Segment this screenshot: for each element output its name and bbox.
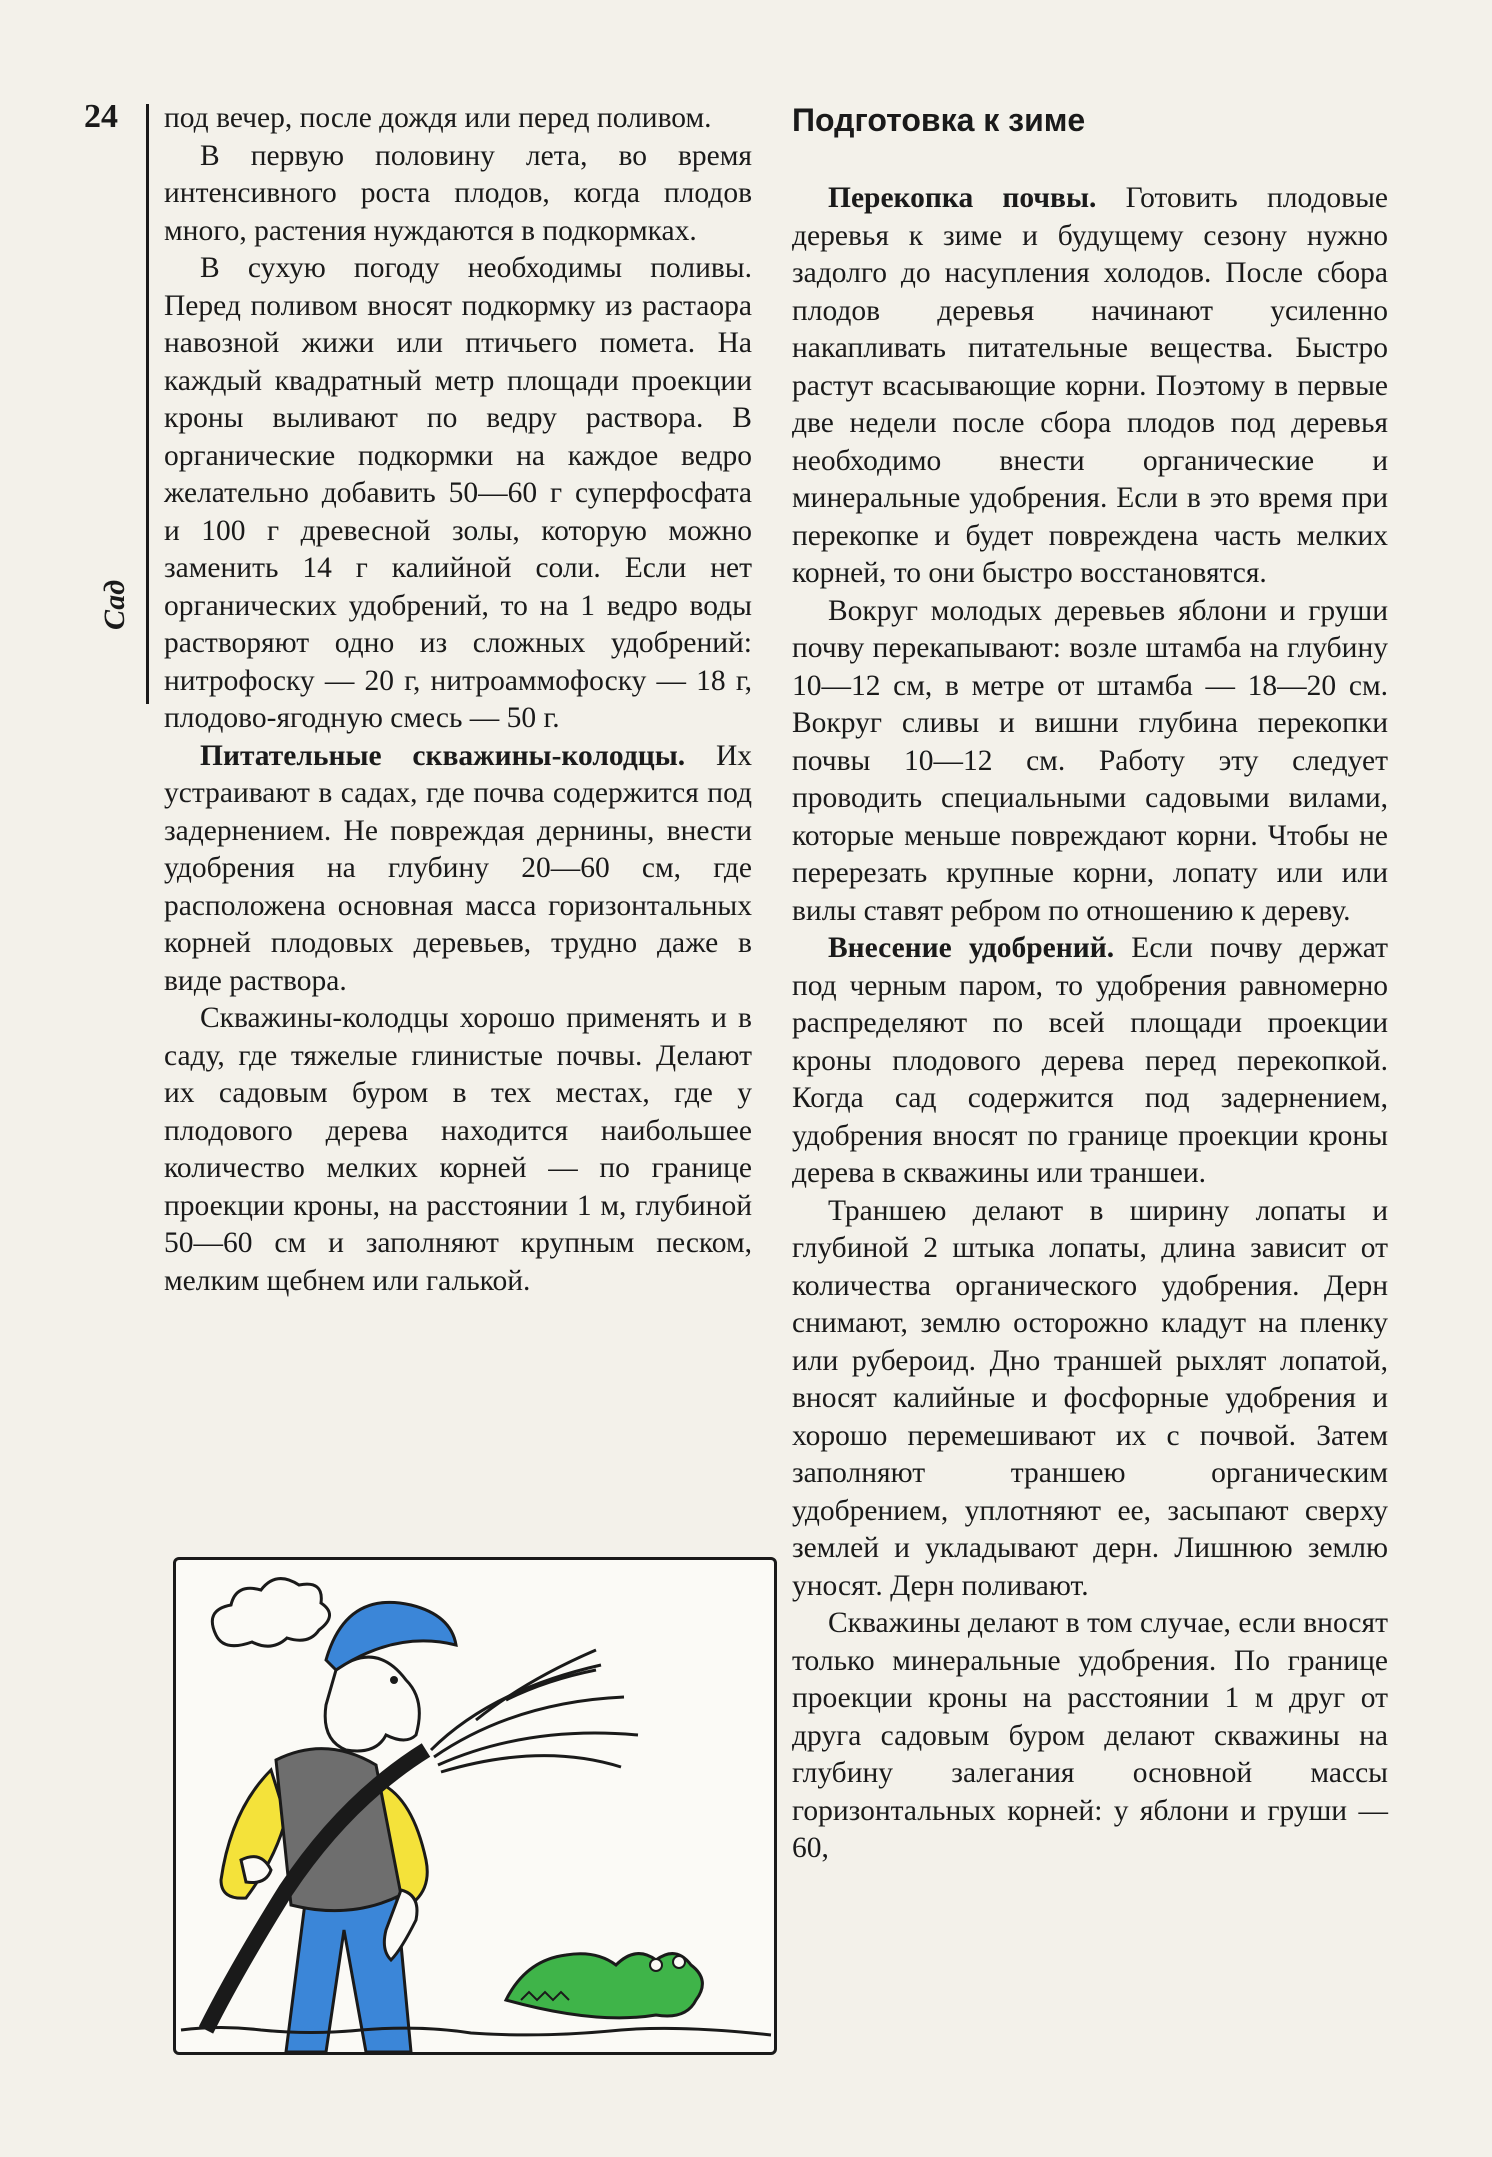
paragraph	[792, 180, 1388, 593]
eye	[673, 1956, 685, 1968]
paragraph: Скважины-колодцы хорошо применять и в саду, где тяжелые глинистые почвы. Делают их садовым буром в тех местах, где у плодового дерева находится наибольшее количество мелких корней — по границе проекции кроны, на расстоянии 1 м, глубиной 50—60 см и заполняют крупным песком, мелким щебнем или галькой.	[164, 1002, 752, 1297]
ground-line	[181, 2028, 771, 2036]
runin-heading: Перекопка почвы.	[828, 182, 1097, 214]
gardener-drawing	[176, 1560, 774, 2052]
eye	[390, 1676, 398, 1684]
section-title: Подготовка к зиме	[792, 102, 1086, 138]
cloud-icon	[212, 1579, 329, 1647]
right-column	[792, 100, 1388, 1868]
margin-rule	[146, 104, 149, 704]
paragraph-text: Их устраивают в садах, где почва содержится под задернением. Не повреждая дернины, внести удобрения на глубину 20—60 см, где расположена основная масса горизонтальных корней плодовых деревьев, трудно даже в виде раствора.	[164, 739, 752, 997]
runin-heading: Питательные скважины-колодцы.	[200, 739, 686, 772]
water-spray	[431, 1650, 638, 1772]
paragraph	[792, 930, 1388, 1193]
eye	[650, 1959, 662, 1971]
gardener-illustration	[173, 1557, 777, 2055]
paragraph: под вечер, после дождя или перед поливом.	[164, 102, 712, 134]
paragraph: Вокруг молодых деревьев яблони и груши почву перекапывают: возле штамба на глубину 10—12 см, в метре от штамба — 18—20 см. Вокруг сливы и вишни глубина перекопки почвы 10—12 см. Работу эту следует проводить специальными садовыми вилами, которые меньше повреждают корни. Чтобы не перерезать крупные корни, лопату или или вилы ставят ребром по отношению к дереву.	[792, 594, 1388, 927]
paragraph	[164, 738, 752, 1001]
runin-heading: Внесение удобрений.	[828, 932, 1115, 964]
cap-icon	[326, 1602, 456, 1670]
paragraph: Траншею делают в ширину лопаты и глубиной 2 штыка лопаты, длина зависит от количества органического удобрения. Дерн снимают, землю осторожно кладут на пленку или рубероид. Дно траншей рыхлят лопатой, вносят калийные и фосфорные удобрения и хорошо перемешивают их с почвой. Затем заполняют траншею органическим удобрением, уплотняют ее, засыпают сверху землей и укладывают дерн. Лишнюю землю уносят. Дерн поливают.	[792, 1194, 1388, 1602]
left-column	[164, 100, 752, 1300]
page-number: 24	[84, 98, 118, 135]
paragraph: Скважины делают в том случае, если вносят только минеральные удобрения. По границе проекции кроны на расстоянии 1 м друг от друга садовым буром делают скважины на глубину залегания основной массы горизонтальных корней: у яблони и груши —60,	[792, 1607, 1388, 1864]
section-tab: Сад	[98, 579, 131, 630]
paragraph: В первую половину лета, во время интенсивного роста плодов, когда плодов много, растения нуждаются в подкормках.	[164, 139, 752, 247]
paragraph: В сухую погоду необходимы поливы. Перед поливом вносят подкормку из растаора навозной жижи или птичьего помета. На каждый квадратный метр площади проекции кроны выливают по ведру раствора. В органические подкормки на каждое ведро желательно добавить 50—60 г суперфосфата и 100 г древесной золы, которую можно заменить 14 г калийной соли. Если нет органических удобрений, то на 1 ведро воды растворяют одно из сложных удобрений: нитрофоску — 20 г, нитроаммофоску — 18 г, плодово-ягодную смесь — 50 г.	[164, 252, 752, 734]
head	[325, 1657, 419, 1751]
paragraph-text: Если почву держат под черным паром, то удобрения равномерно распределяют по всей площади проекции кроны плодового дерева перед перекопкой. Когда сад содержится под задернением, удобрения вносят по границе проекции кроны дерева в скважины или траншеи.	[792, 932, 1388, 1189]
paragraph-text: Готовить плодовые деревья к зиме и будущему сезону нужно задолго до насупления холодов. После сбора плодов деревья начинают усиленно накапливать питательные вещества. Быстро растут всасывающие корни. Поэтому в первые две недели после сбора плодов под деревья необходимо внести органические и минеральные удобрения. Если в это время при перекопке и будет повреждена часть мелких корней, то они быстро восстановятся.	[792, 182, 1389, 589]
